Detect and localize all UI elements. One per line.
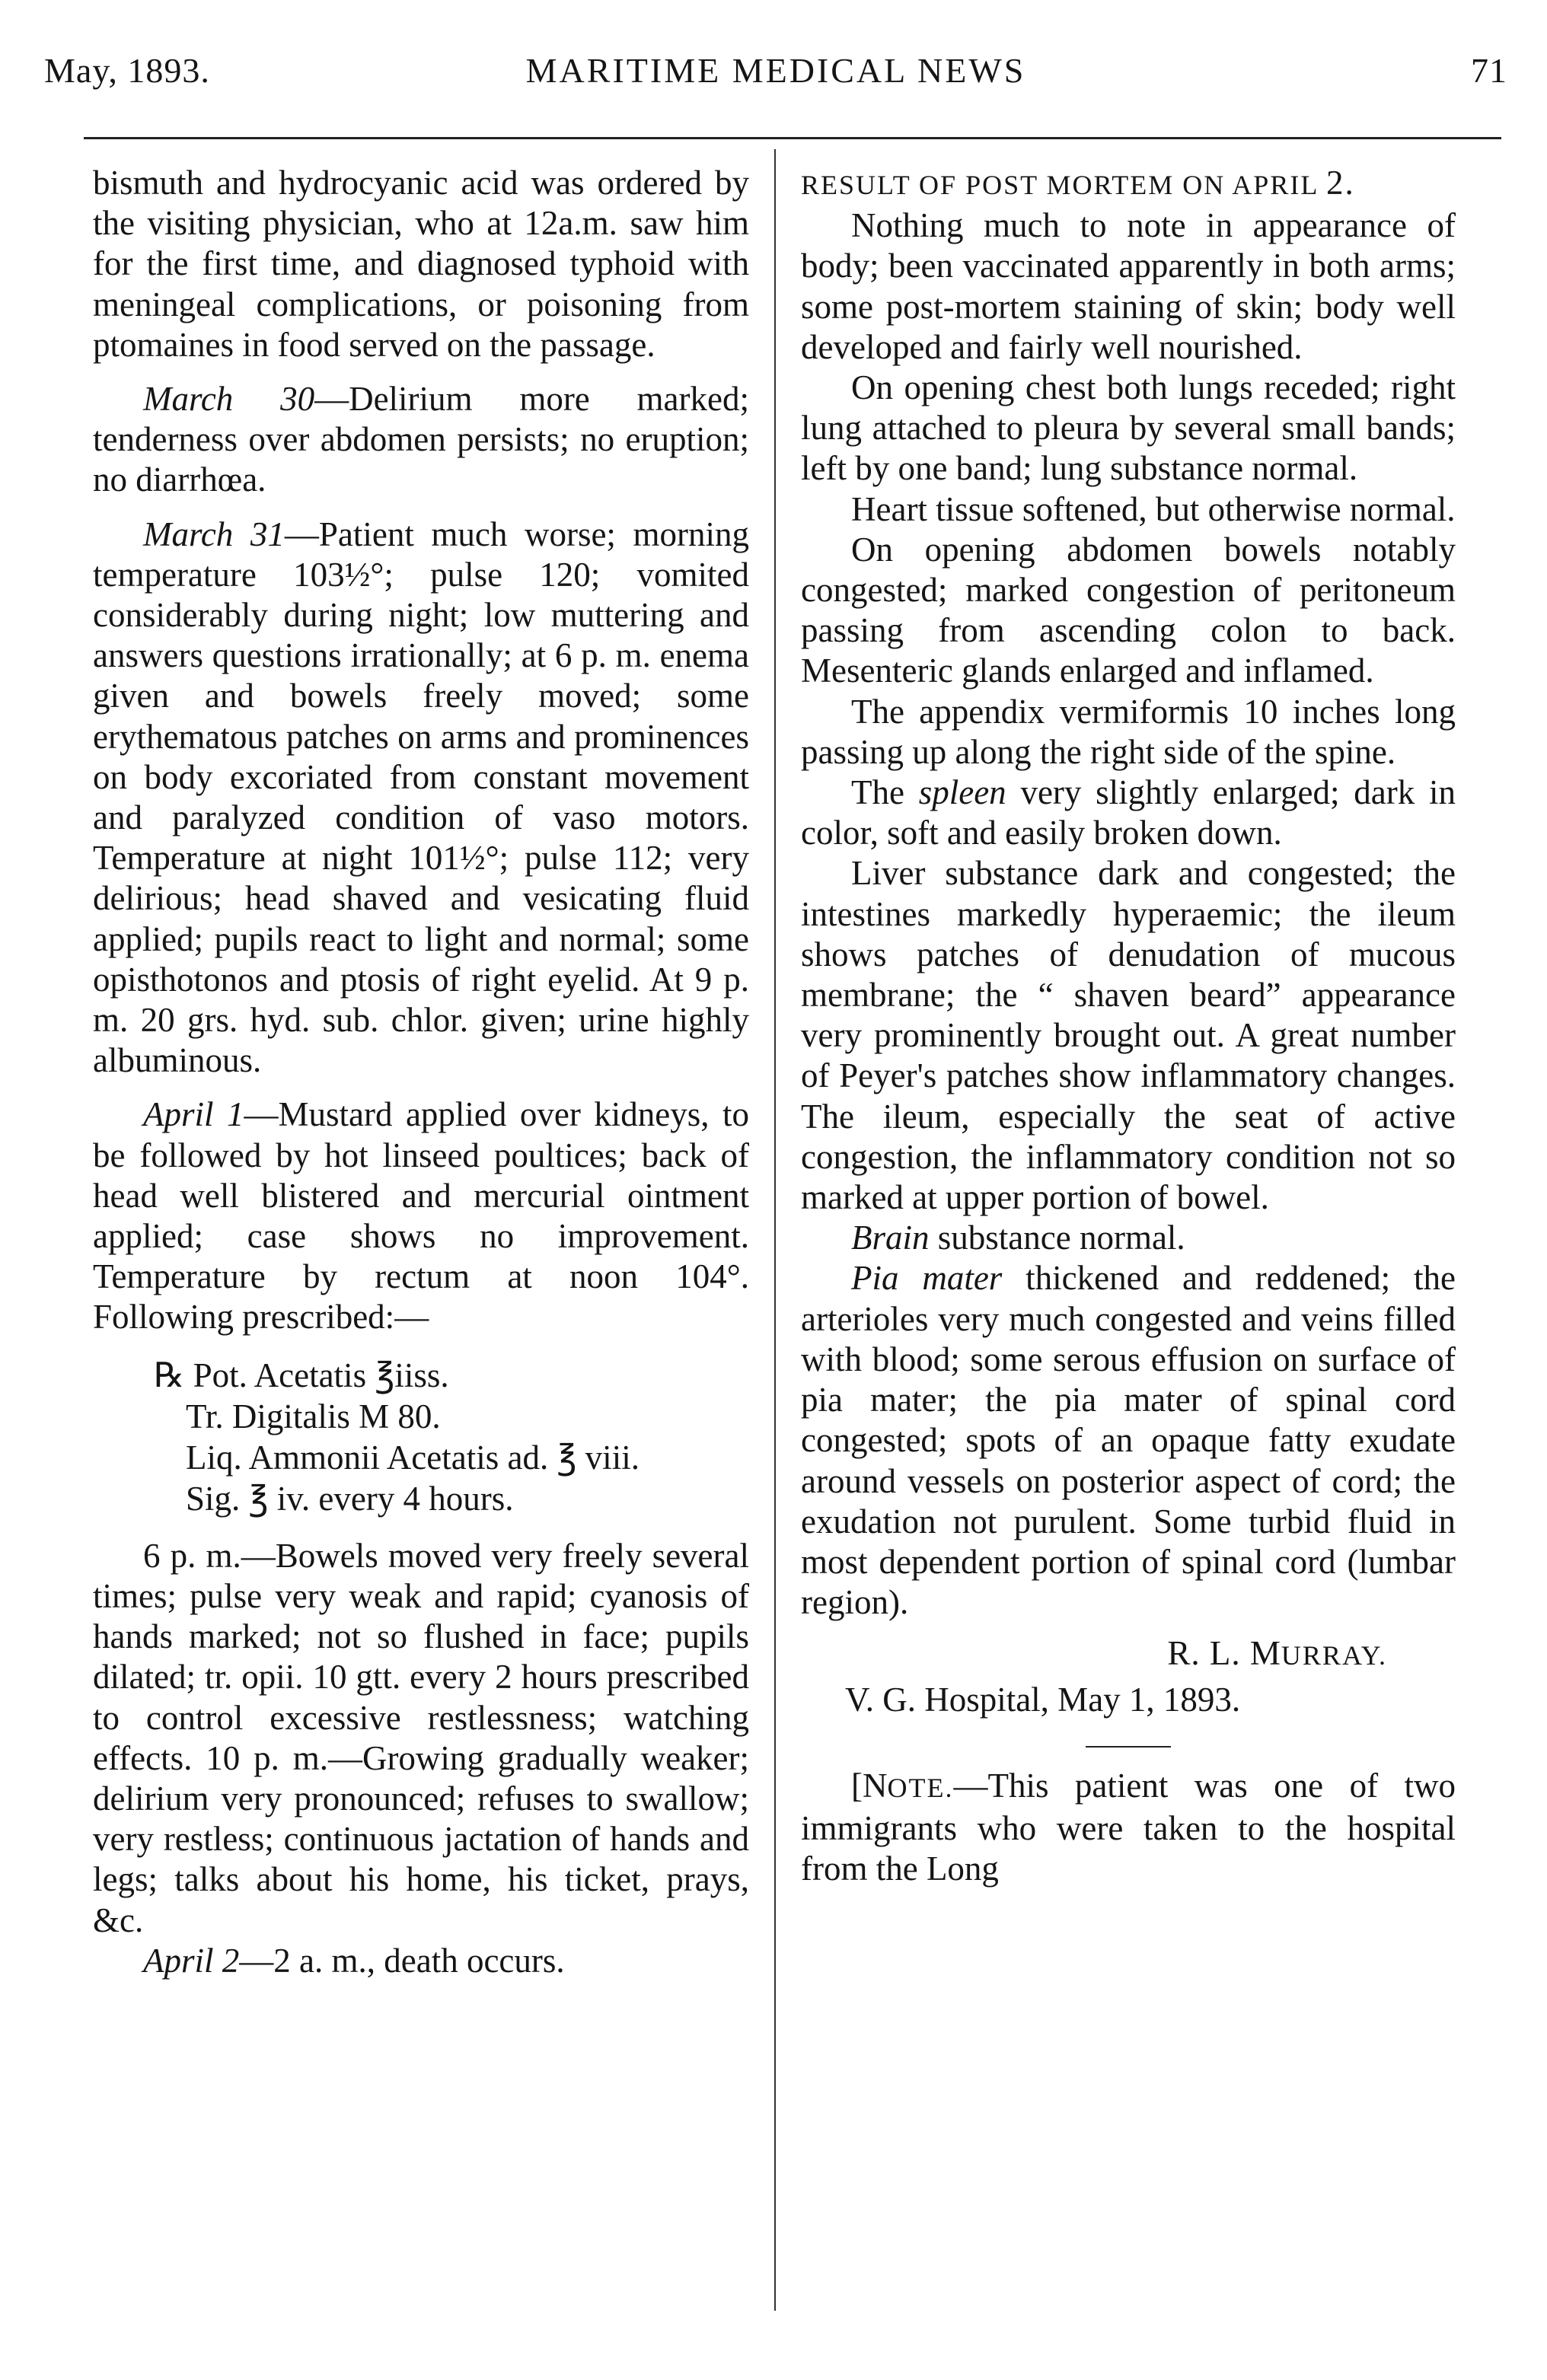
finding-heart: Heart tissue softened, but otherwise normal. bbox=[851, 489, 1456, 528]
prescription-line: Liq. Ammonii Acetatis ad. ℥ viii. bbox=[186, 1438, 640, 1477]
prescription-line: ℞ Pot. Acetatis ℥iiss. bbox=[154, 1356, 449, 1394]
header-date: May, 1893. bbox=[44, 51, 210, 90]
prescription-line: Sig. ℥ iv. every 4 hours. bbox=[186, 1479, 514, 1518]
prescription-line: Tr. Digitalis M 80. bbox=[186, 1397, 441, 1435]
prescription-block bbox=[154, 1355, 749, 1519]
entry-march-31 bbox=[93, 515, 749, 1082]
finding-body: Nothing much to note in appearance of body; been vaccinated apparently in both arms; some post-mortem staining of skin; body well developed and fairly well nourished. bbox=[801, 206, 1456, 366]
left-column bbox=[93, 163, 749, 1981]
entry-date: March 31 bbox=[143, 515, 285, 553]
finding-appendix: The appendix vermiformis 10 inches long passing up along the right side of the spine. bbox=[801, 692, 1456, 771]
column-divider bbox=[774, 149, 776, 2311]
page-number: 71 bbox=[1471, 51, 1507, 90]
finding-spleen: The spleen very slightly enlarged; dark in color, soft and easily broken down. bbox=[801, 773, 1456, 852]
entry-text: —2 a. m., death occurs. bbox=[239, 1941, 565, 1980]
entry-april-1 bbox=[93, 1094, 749, 1337]
entry-text: —Delirium more marked; tenderness over abdomen persists; no eruption; no diarrhœa. bbox=[93, 380, 749, 499]
finding-abdomen: On opening abdomen bowels notably congested; marked congestion of peritoneum passing from ascending colon to back. Mesenteric glands enlarged and inflamed. bbox=[801, 530, 1456, 690]
finding-brain: Brain substance normal. bbox=[851, 1219, 1185, 1257]
section-rule bbox=[1086, 1746, 1171, 1748]
entry-text: —Mustard applied over kidneys, to be followed by hot linseed poultices; back of head well blistered and mercurial ointment applied; case shows no improvement. Temperature by rectum at noon 104°. Following prescribed:— bbox=[93, 1095, 749, 1337]
entry-date: April 1 bbox=[143, 1095, 244, 1134]
right-column bbox=[801, 163, 1456, 1889]
case-paragraph-intro: bismuth and hydrocyanic acid was ordered by the visiting physician, who at 12a.m. saw him for the first time, and diagnosed typhoid with meningeal complications, or poisoning from ptomaines in food served on the passage. bbox=[93, 164, 749, 364]
place-and-date: V. G. Hospital, May 1, 1893. bbox=[845, 1680, 1241, 1719]
editorial-note: [NOTE.—This patient was one of two immigrants who were taken to the hospital from the Long bbox=[801, 1766, 1456, 1888]
journal-title: MARITIME MEDICAL NEWS bbox=[525, 51, 1026, 90]
entry-evening: 6 p. m.—Bowels moved very freely several times; pulse very weak and rapid; cyanosis of hands marked; not so flushed in face; pupils dilated; tr. opii. 10 gtt. every 2 hours prescribed to control excessive restlessness; watching effects. 10 p. m.—Growing gradually weaker; delirium very pronounced; refuses to swallow; very restless; continuous jactation of hands and legs; talks about his home, his ticket, prays, &c. bbox=[93, 1536, 749, 1939]
entry-date: March 30 bbox=[143, 380, 315, 419]
finding-liver-intestines: Liver substance dark and congested; the intestines markedly hyperaemic; the ileum shows patches of denudation of mucous membrane; the “ shaven beard” appearance very prominently brought out. A great number of Peyer's patches show inflammatory changes. The ileum, especially the seat of active congestion, the inflammatory condition not so marked at upper portion of bowel. bbox=[801, 854, 1456, 1217]
entry-april-2 bbox=[93, 1941, 749, 1981]
finding-pia-mater: Pia mater thickened and reddened; the arterioles very much congested and veins filled with blood; some serous effusion on surface of pia mater; the pia mater of spinal cord congested; spots of an opaque fatty exudate around vessels on posterior aspect of cord; the exudation not purulent. Some turbid fluid in most dependent portion of spinal cord (lumbar region). bbox=[801, 1259, 1456, 1622]
finding-chest: On opening chest both lungs receded; right lung attached to pleura by several small bands; left by one band; lung substance normal. bbox=[801, 368, 1456, 488]
running-header bbox=[44, 50, 1507, 104]
entry-text: —Patient much worse; morning temperature 103½°; pulse 120; vomited considerably during night; low muttering and answers questions irrationally; at 6 p. m. enema given and bowels freely moved; some erythematous patches on arms and prominences on body excoriated from constant movement and paralyzed condition of vaso motors. Temperature at night 101½°; pulse 112; very delirious; head shaved and vesicating fluid applied; pupils react to light and normal; some opisthotonos and ptosis of right eyelid. At 9 p. m. 20 grs. hyd. sub. chlor. given; urine highly albuminous. bbox=[93, 515, 749, 1080]
entry-march-30 bbox=[93, 379, 749, 501]
header-rule bbox=[84, 137, 1501, 139]
entry-date: April 2 bbox=[143, 1941, 240, 1980]
author-signature: R. L. MURRAY. bbox=[1167, 1634, 1387, 1673]
post-mortem-heading: RESULT OF POST MORTEM ON APRIL 2. bbox=[801, 164, 1355, 202]
